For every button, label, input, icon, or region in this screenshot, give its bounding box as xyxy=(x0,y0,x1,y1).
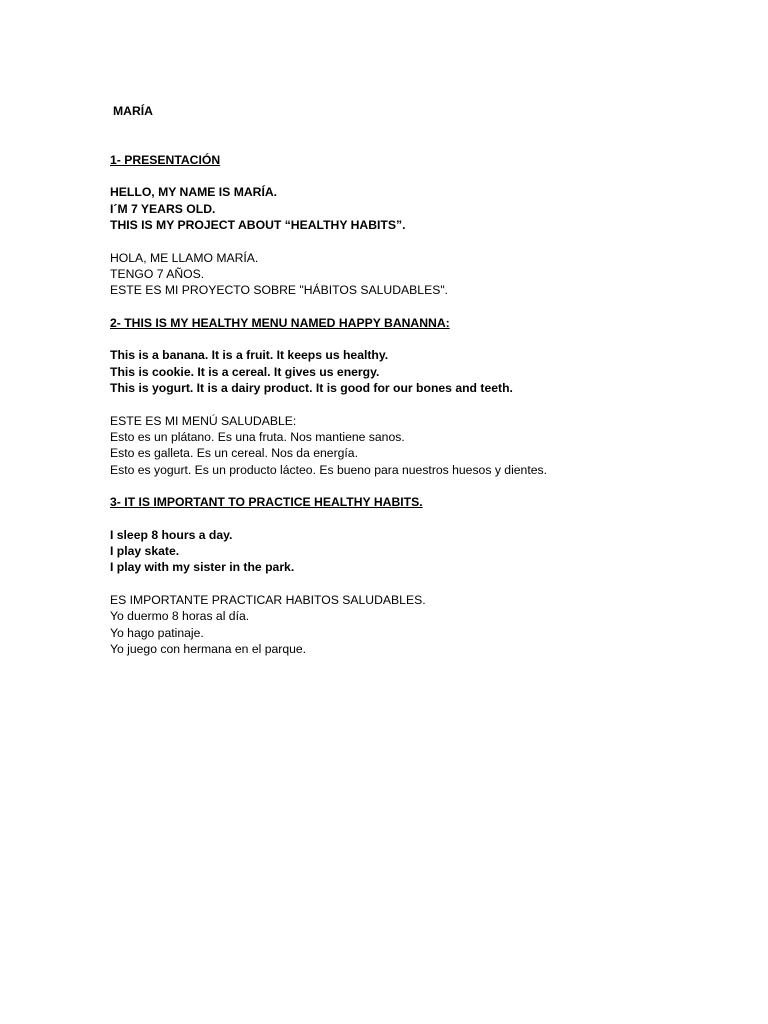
section-3-spanish xyxy=(110,592,730,657)
section-1-heading: 1- PRESENTACIÓN xyxy=(110,152,221,167)
section-2-spanish-line: Esto es galleta. Es un cereal. Nos da energía. xyxy=(110,446,358,461)
section-2-english-line: This is a banana. It is a fruit. It keeps us healthy. xyxy=(110,348,389,363)
section-2-spanish-line: Esto es yogurt. Es un producto lácteo. Es bueno para nuestros huesos y dientes. xyxy=(110,462,547,477)
section-2-spanish-line: ESTE ES MI MENÚ SALUDABLE: xyxy=(110,413,297,428)
section-2-english-line: This is cookie. It is a cereal. It gives us energy. xyxy=(110,364,380,379)
section-3-english-line: I sleep 8 hours a day. xyxy=(110,527,233,542)
section-2-english-line: This is yogurt. It is a dairy product. It is good for our bones and teeth. xyxy=(110,381,513,396)
document-body xyxy=(110,103,730,657)
section-3-spanish-line: Yo duermo 8 horas al día. xyxy=(110,609,250,624)
section-1-english-line: I´M 7 YEARS OLD. xyxy=(110,201,216,216)
section-3-spanish-line: Yo juego con hermana en el parque. xyxy=(110,641,307,656)
section-3-english-line: I play with my sister in the park. xyxy=(110,560,295,575)
section-2-english xyxy=(110,347,730,396)
section-1-english-line: HELLO, MY NAME IS MARÍA. xyxy=(110,185,278,200)
section-1-spanish xyxy=(110,250,730,299)
section-1-spanish-line: ESTE ES MI PROYECTO SOBRE "HÁBITOS SALUDABLES". xyxy=(110,283,449,298)
section-2-heading: 2- THIS IS MY HEALTHY MENU NAMED HAPPY BANANNA: xyxy=(110,315,450,330)
section-2-spanish xyxy=(110,413,730,478)
section-2-spanish-line: Esto es un plátano. Es una fruta. Nos mantiene sanos. xyxy=(110,429,405,444)
section-3-heading: 3- IT IS IMPORTANT TO PRACTICE HEALTHY HABITS. xyxy=(110,495,423,510)
section-3-spanish-line: ES IMPORTANTE PRACTICAR HABITOS SALUDABLES. xyxy=(110,592,426,607)
section-3-english-line: I play skate. xyxy=(110,544,180,559)
section-3-spanish-line: Yo hago patinaje. xyxy=(110,625,204,640)
section-1-english xyxy=(110,184,730,233)
section-3-english xyxy=(110,527,730,576)
section-1-english-line: THIS IS MY PROJECT ABOUT “HEALTHY HABITS”. xyxy=(110,218,406,233)
author-name: MARÍA xyxy=(113,104,153,118)
section-1-spanish-line: HOLA, ME LLAMO MARÍA. xyxy=(110,250,259,265)
section-1-spanish-line: TENGO 7 AÑOS. xyxy=(110,266,205,281)
